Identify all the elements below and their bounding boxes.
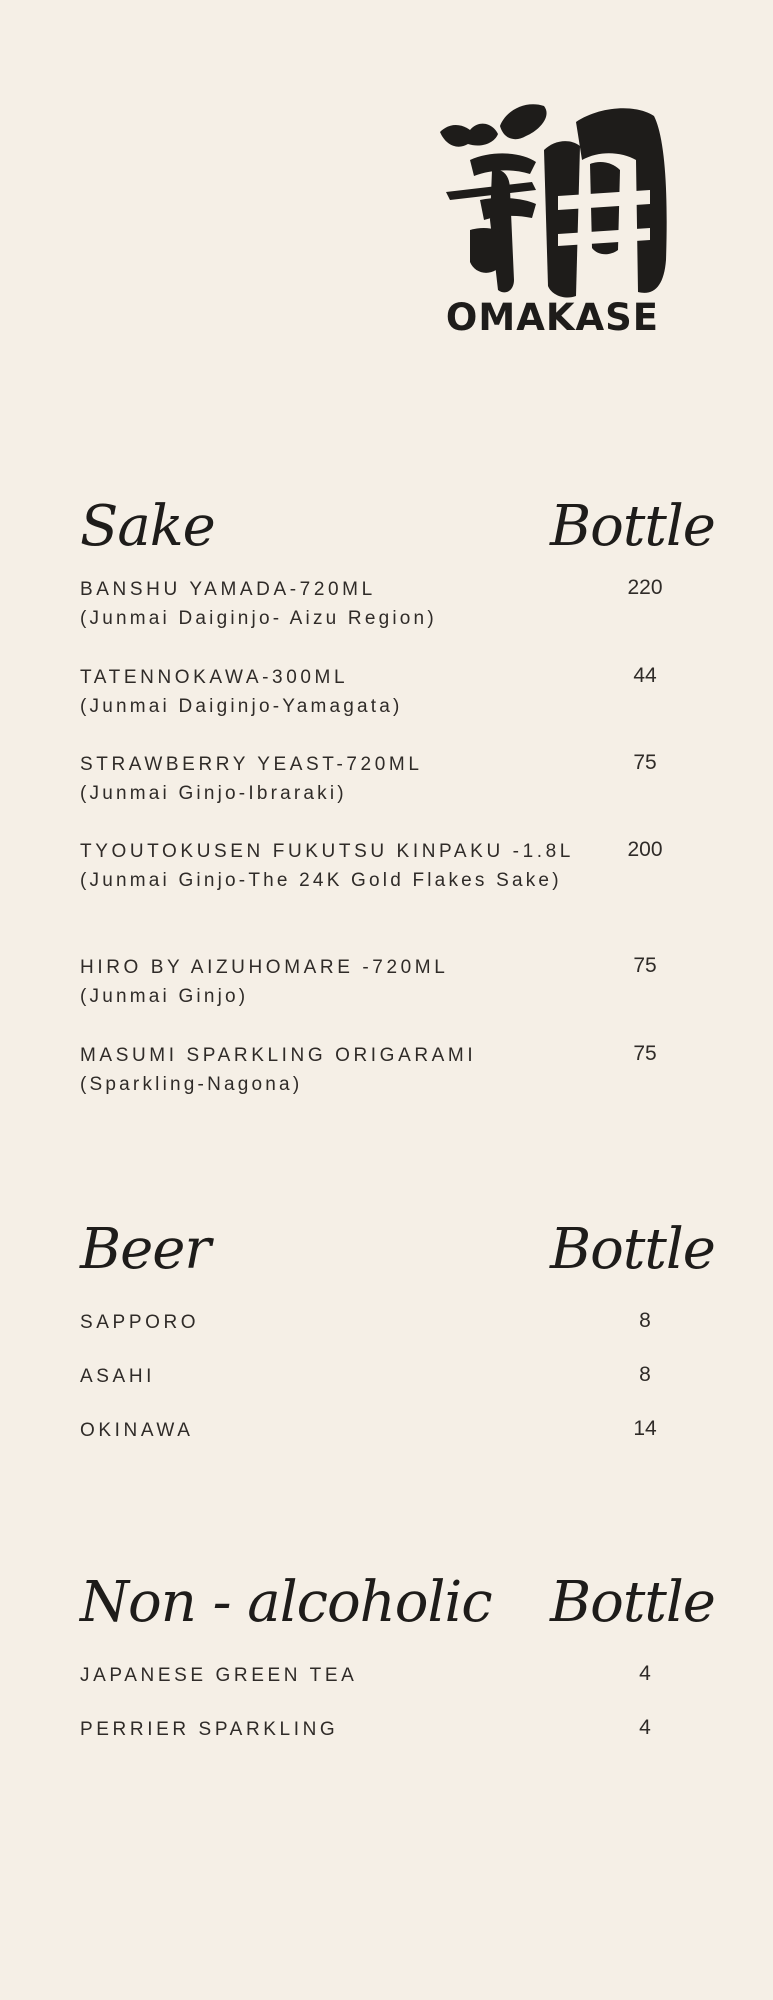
item-name: JAPANESE GREEN TEA [80,1665,358,1686]
item-price: 75 [633,751,657,774]
item-description: (Junmai Ginjo) [80,986,249,1007]
item-price: 200 [627,838,663,861]
price-column-heading: Bottle [550,1217,715,1282]
sake-section [0,487,773,1095]
menu-item [80,1661,700,1690]
beer-section [0,1210,773,1441]
item-name: ASAHI [80,1366,156,1387]
item-name: PERRIER SPARKLING [80,1719,339,1740]
item-price: 75 [633,1042,657,1065]
menu-item [80,1715,700,1744]
price-column-heading: Bottle [550,1570,715,1635]
item-name: MASUMI SPARKLING ORIGARAMI [80,1045,477,1066]
menu-item [80,575,700,633]
item-name: BANSHU YAMADA-720ML [80,579,376,600]
brand-name: OMAKASE [445,296,660,339]
menu-item [80,663,700,721]
menu-item [80,837,700,895]
section-title: Beer [80,1217,211,1282]
non-alcoholic-section [0,1563,773,1740]
item-price: 4 [639,1662,651,1685]
item-description: (Junmai Daiginjo- Aizu Region) [80,608,437,629]
item-name: OKINAWA [80,1420,194,1441]
menu-item [80,1041,700,1099]
item-description: (Sparkling-Nagona) [80,1074,303,1095]
menu-item [80,1416,700,1445]
section-title: Non - alcoholic [80,1570,492,1635]
menu-item [80,1362,700,1391]
item-price: 14 [633,1417,657,1440]
item-name: TYOUTOKUSEN FUKUTSU KINPAKU -1.8L [80,841,574,862]
section-header [0,1563,773,1643]
item-price: 44 [633,664,657,687]
item-price: 75 [633,954,657,977]
item-name: SAPPORO [80,1312,200,1333]
section-title: Sake [80,494,215,559]
item-description: (Junmai Ginjo-Ibraraki) [80,783,347,804]
item-name: TATENNOKAWA-300ML [80,667,349,688]
section-header [0,487,773,567]
section-header [0,1210,773,1290]
item-price: 8 [639,1363,651,1386]
item-price: 4 [639,1716,651,1739]
kanji-brush-emblem-icon [440,100,670,300]
logo [430,100,675,350]
price-column-heading: Bottle [550,494,715,559]
item-description: (Junmai Daiginjo-Yamagata) [80,696,403,717]
item-name: STRAWBERRY YEAST-720ML [80,754,423,775]
menu-item [80,1308,700,1337]
item-price: 8 [639,1309,651,1332]
menu-item [80,953,700,1011]
item-name: HIRO BY AIZUHOMARE -720ML [80,957,449,978]
item-description: (Junmai Ginjo-The 24K Gold Flakes Sake) [80,870,562,891]
item-price: 220 [627,576,663,599]
menu-item [80,750,700,808]
